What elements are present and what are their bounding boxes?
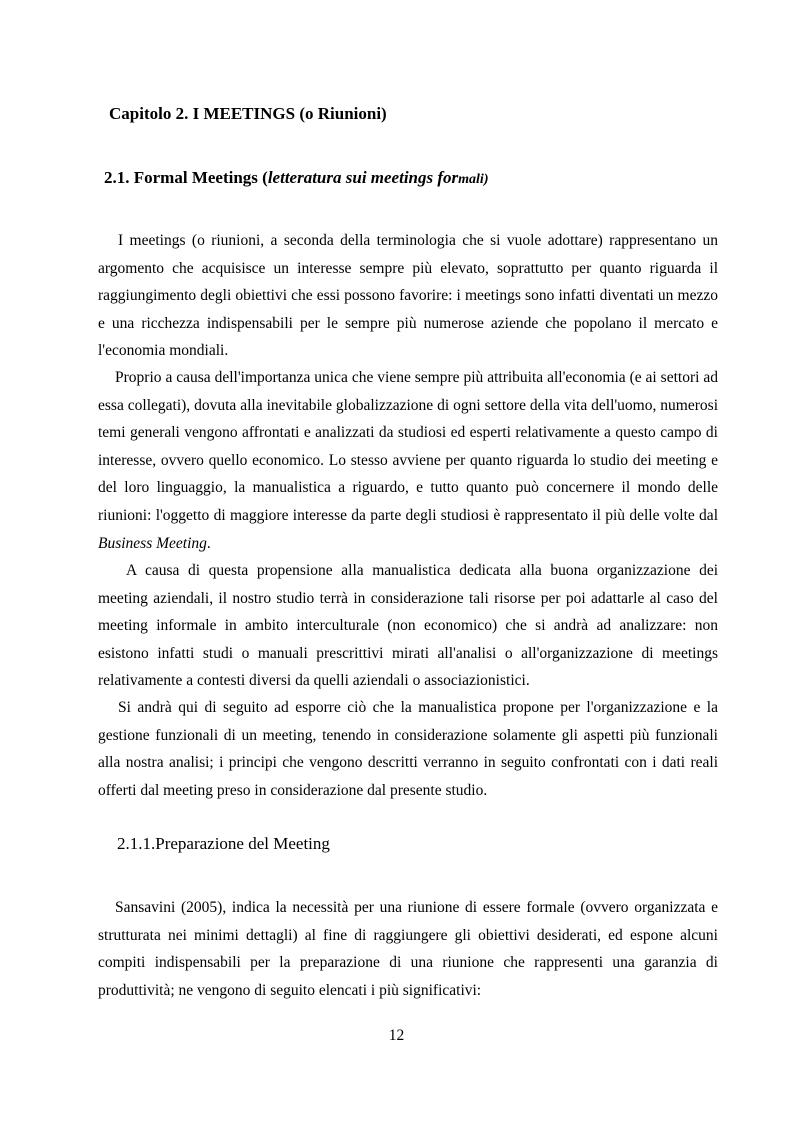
paragraph-2-text: Proprio a causa dell'importanza unica che viene sempre più attribuita all'economia (e ai settori ad essa collegati), dovuta alla inevitabile globalizzazione di ogni settore della vita dell'uomo, numerosi temi generali vengono affrontati e analizzati da studiosi ed esperti relativamente a questo campo di interesse, ovvero quello economico. Lo stesso avviene per quanto riguarda lo studio dei meeting e del loro linguaggio, la manualistica a riguardo, e tutto quanto può concernere il mondo delle riunioni: l'oggetto di maggiore interesse da parte degli studiosi è rappresentato il più delle volte dal [98, 369, 718, 524]
section-title-prefix: 2.1. Formal Meetings ( [104, 168, 268, 187]
paragraph-3: A causa di questa propensione alla manualistica dedicata alla buona organizzazione dei meeting aziendali, il nostro studio terrà in considerazione tali risorse per poi adattarle al caso del meeting informale in ambito interculturale (non economico) che si andrà ad analizzare: non esistono infatti studi o manuali prescrittivi mirati all'analisi o all'organizzazione di meetings relativamente a contesti diversi da quelli aziendali o associazionistici. [98, 562, 718, 690]
paragraph-4: Si andrà qui di seguito ad esporre ciò che la manualistica propone per l'organizzazione e la gestione funzionali di un meeting, tenendo in considerazione solamente gli aspetti più funzionali alla nostra analisi; i principi che vengono descritti verranno in seguito confrontati con i dati reali offerti dal meeting preso in considerazione dal presente studio. [98, 699, 718, 799]
chapter-title: Capitolo 2. I MEETINGS (o Riunioni) [109, 104, 387, 123]
paragraph-2 [98, 364, 718, 557]
section-title-italic: letteratura sui meetings for [267, 168, 459, 187]
paragraph-5: Sansavini (2005), indica la necessità per una riunione di essere formale (ovvero organizzata e strutturata nei minimi dettagli) al fine di raggiungere gli obiettivi desiderati, ed espone alcuni compiti indispensabili per la preparazione di una riunione che rappresenti una garanzia di produttività; ne vengono di seguito elencati i più significativi: [98, 899, 718, 999]
subsection-title: 2.1.1.Preparazione del Meeting [117, 834, 330, 853]
paragraph-1: I meetings (o riunioni, a seconda della terminologia che si vuole adottare) rappresentano un argomento che acquisisce un interesse sempre più elevato, soprattutto per quanto riguarda il raggiungimento degli obiettivi che essi possono favorire: i meetings sono infatti diventati un mezzo e una ricchezza indispensabili per le sempre più numerose aziende che popolano il mercato e l'economia mondiali. [98, 232, 718, 360]
section-title [104, 168, 489, 188]
page-number: 12 [388, 1027, 405, 1044]
section-title-italic-small: mali) [458, 172, 489, 187]
paragraph-2-italic: Business Meeting [98, 534, 207, 552]
paragraph-2-text-end: . [206, 534, 211, 552]
